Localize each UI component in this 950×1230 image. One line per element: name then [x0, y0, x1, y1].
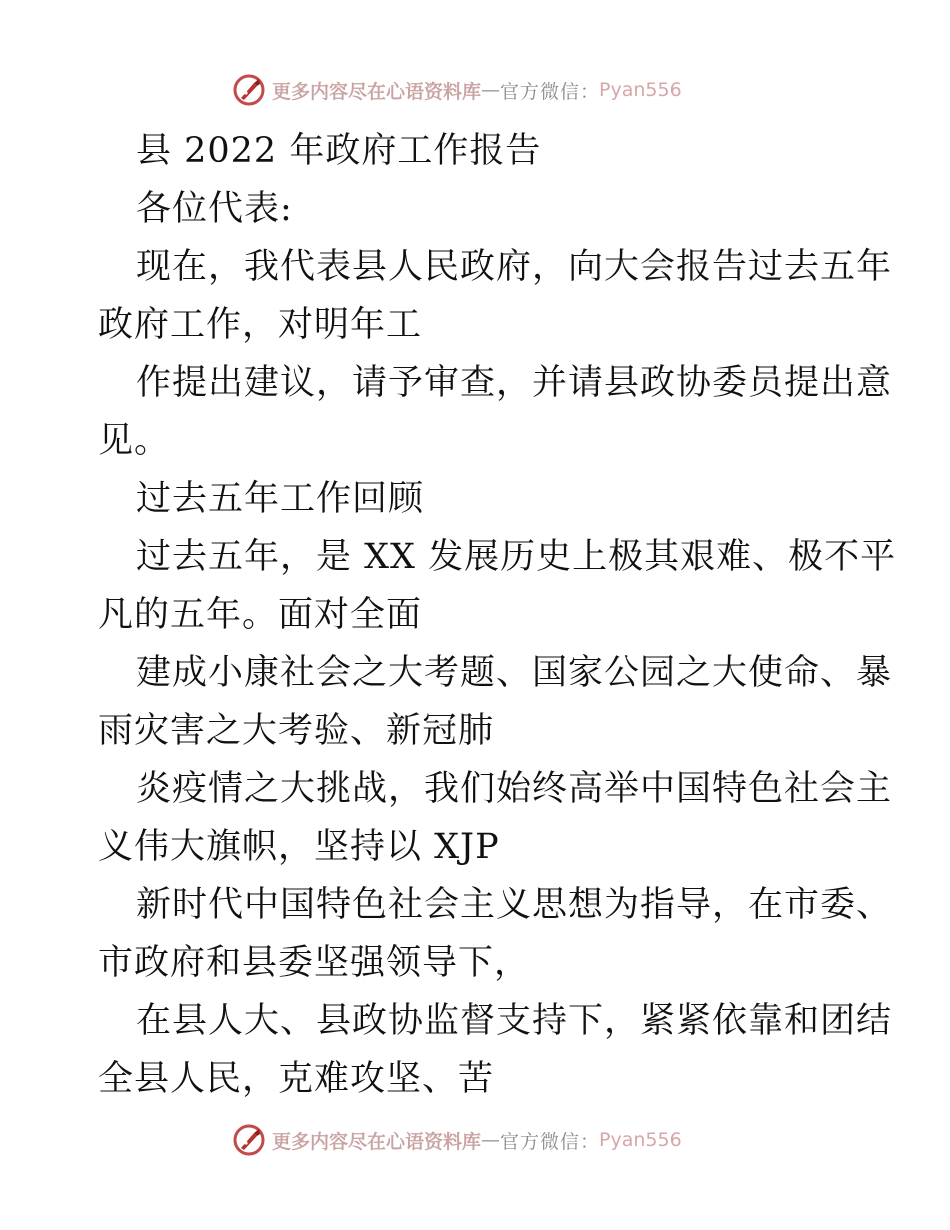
paragraph-line: 凡的五年。面对全面	[98, 595, 423, 635]
fountain-pen-logo-icon	[232, 1123, 266, 1157]
paragraph-line: 新时代中国特色社会主义思想为指导，在市委、	[136, 885, 893, 925]
footer-watermark	[232, 1123, 682, 1157]
watermark-brand: 更多内容尽在心语资料库	[272, 80, 482, 103]
watermark-separator: —	[481, 79, 501, 101]
watermark-colon: ：	[580, 80, 600, 103]
paragraph-line: 市政府和县委坚强领导下，	[98, 943, 531, 983]
paragraph-line: 雨灾害之大考验、新冠肺	[98, 711, 495, 751]
fountain-pen-logo-icon	[232, 73, 266, 107]
paragraph-line: 在县人大、县政协监督支持下，紧紧依靠和团结	[136, 1001, 893, 1041]
watermark-brand: 更多内容尽在心语资料库	[272, 1130, 482, 1153]
watermark-colon: ：	[580, 1130, 600, 1153]
paragraph-line: 作提出建议，请予审查，并请县政协委员提出意	[136, 363, 893, 403]
paragraph-line: 政府工作，对明年工	[98, 305, 423, 345]
header-watermark	[232, 73, 682, 107]
watermark-official-label: 官方微信	[500, 1130, 581, 1153]
section-heading: 过去五年工作回顾	[136, 479, 425, 519]
paragraph-line: 全县人民，克难攻坚、苦	[98, 1059, 495, 1099]
watermark-official-label: 官方微信	[500, 80, 581, 103]
document-body	[98, 122, 897, 1108]
paragraph-line: 建成小康社会之大考题、国家公园之大使命、暴	[136, 653, 893, 693]
watermark-separator: —	[481, 1129, 501, 1151]
paragraph-line: 见。	[98, 421, 171, 461]
salutation: 各位代表:	[136, 189, 293, 229]
watermark-wechat-id: Pyan556	[599, 1129, 682, 1151]
paragraph-line: 炎疫情之大挑战，我们始终高举中国特色社会主	[136, 769, 893, 809]
paragraph-line: 现在，我代表县人民政府，向大会报告过去五年	[136, 247, 893, 287]
document-title: 县 2022 年政府工作报告	[136, 131, 542, 171]
paragraph-line: 过去五年，是 XX 发展历史上极其艰难、极不平	[136, 537, 897, 577]
watermark-wechat-id: Pyan556	[599, 79, 682, 101]
paragraph-line: 义伟大旗帜，坚持以 XJP	[98, 827, 500, 867]
